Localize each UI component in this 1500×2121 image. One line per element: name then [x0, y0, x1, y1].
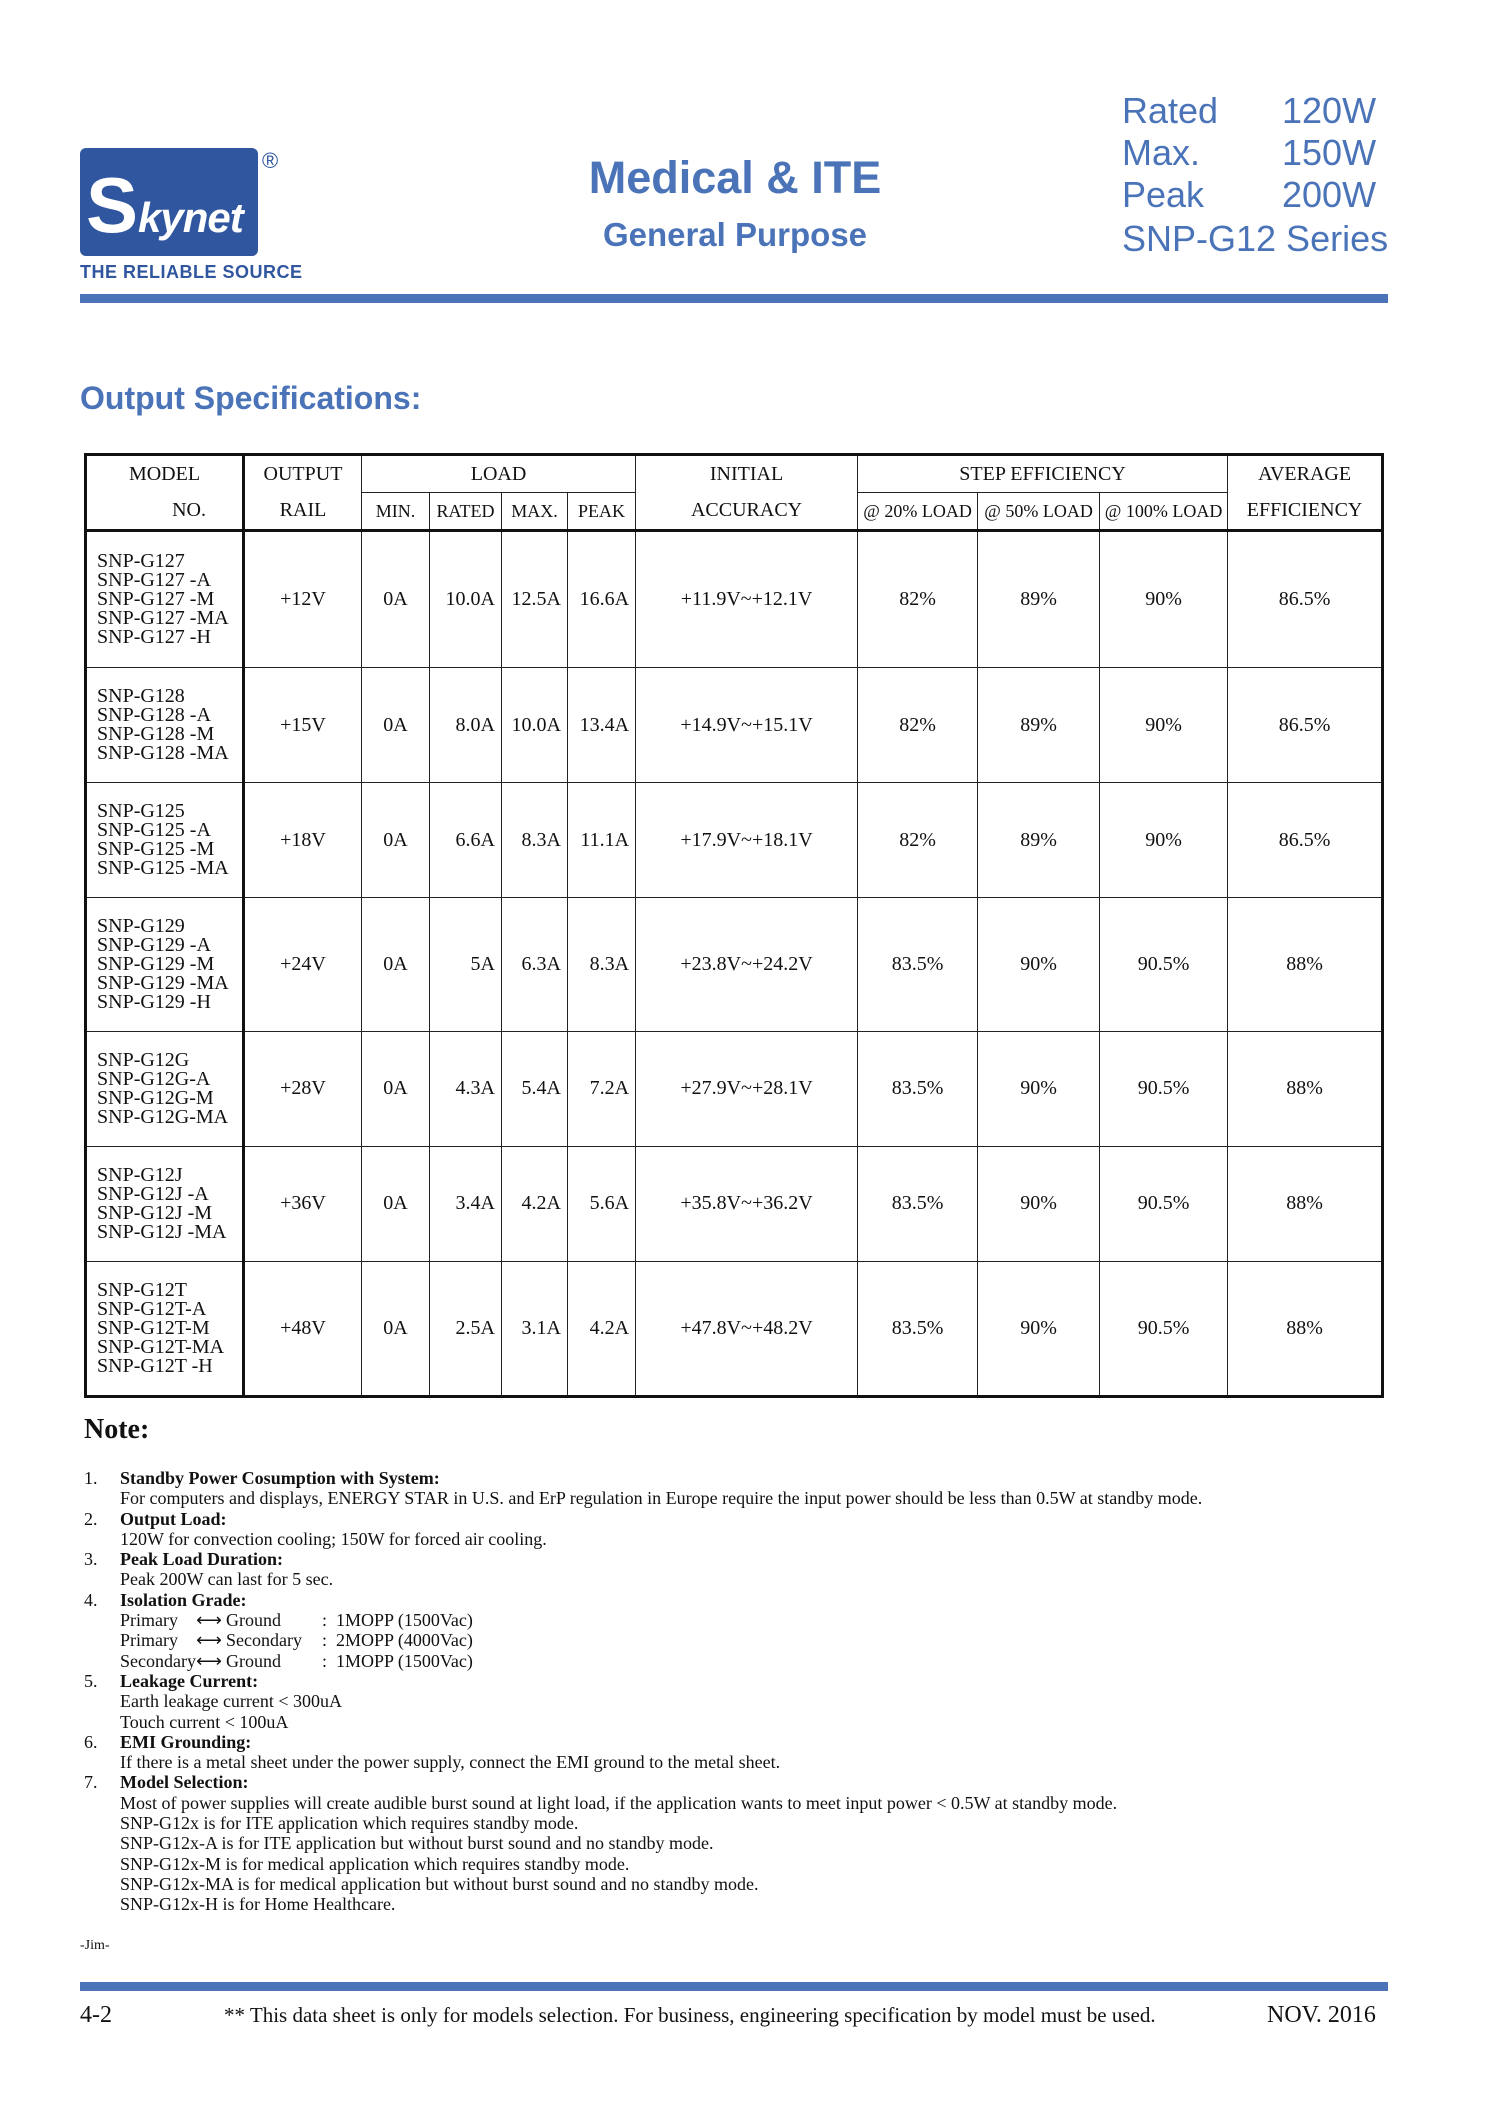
note-line: SNP-G12x-M is for medical application which requires standby mode.: [120, 1853, 630, 1874]
note-title: Note:: [84, 1414, 150, 1445]
model-number: SNP-G127 -A: [97, 569, 211, 592]
rating-label: Max.: [1122, 132, 1201, 173]
model-list: [86, 668, 244, 783]
model-number: SNP-G125 -M: [97, 838, 215, 861]
model-number: SNP-G129: [97, 915, 185, 937]
header-e50: @ 50% LOAD: [978, 493, 1100, 531]
isolation-row: [120, 1651, 1384, 1671]
isolation-a: Primary: [120, 1610, 178, 1631]
note-item: [84, 1509, 1384, 1550]
min-load-cell: 0A: [362, 668, 430, 783]
rating-rated: [1122, 90, 1422, 132]
max-load-cell: 4.2A: [502, 1146, 568, 1261]
header-initial: INITIAL: [636, 455, 858, 493]
note-item: [84, 1468, 1384, 1509]
min-load-cell: 0A: [362, 1146, 430, 1261]
isolation-c: 1MOPP (1500Vac): [336, 1650, 473, 1671]
model-number: SNP-G128 -M: [97, 723, 215, 746]
model-number: SNP-G127 -MA: [97, 607, 229, 630]
header-min: MIN.: [362, 493, 430, 531]
model-number: SNP-G128 -A: [97, 704, 211, 727]
rated-load-cell: 2.5A: [430, 1261, 502, 1396]
rated-load-cell: 6.6A: [430, 783, 502, 898]
notes-list: [84, 1468, 1384, 1915]
note-number: 1.: [84, 1468, 98, 1488]
isolation-arrow: ⟷: [196, 1630, 222, 1651]
max-load-cell: 5.4A: [502, 1031, 568, 1146]
note-heading: Output Load:: [120, 1508, 227, 1529]
isolation-b: Ground: [226, 1650, 281, 1671]
peak-load-cell: 11.1A: [568, 783, 636, 898]
rating-label: Rated: [1122, 90, 1219, 131]
rating-value: 150W: [1282, 132, 1377, 173]
note-item: [84, 1671, 1384, 1732]
note-heading: Isolation Grade:: [120, 1589, 247, 1610]
rail-cell: +12V: [244, 531, 362, 668]
note-item: [84, 1549, 1384, 1590]
model-list: [86, 1031, 244, 1146]
model-number: SNP-G128 -MA: [97, 742, 229, 765]
isolation-arrow: ⟷: [196, 1610, 222, 1631]
avg-eff-cell: 88%: [1228, 1261, 1383, 1396]
note-item: [84, 1732, 1384, 1773]
note-item: [84, 1590, 1384, 1671]
model-list: [86, 783, 244, 898]
eff100-cell: 90%: [1100, 783, 1228, 898]
skynet-logo: [80, 148, 330, 284]
note-line: SNP-G12x-A is for ITE application but without burst sound and no standby mode.: [120, 1833, 714, 1854]
header-output: OUTPUT: [244, 455, 362, 493]
model-number: SNP-G128: [97, 685, 185, 708]
rating-label: Peak: [1122, 174, 1205, 215]
eff20-cell: 83.5%: [858, 898, 978, 1031]
rating-value: 200W: [1282, 174, 1377, 215]
header-max: MAX.: [502, 493, 568, 531]
table-row: [86, 898, 1383, 1031]
header-model: MODEL: [86, 455, 244, 493]
note-line: SNP-G12x is for ITE application which requires standby mode.: [120, 1813, 579, 1834]
rail-cell: +48V: [244, 1261, 362, 1396]
eff50-cell: 90%: [978, 1146, 1100, 1261]
rail-cell: +36V: [244, 1146, 362, 1261]
isolation-sep: :: [322, 1650, 328, 1671]
table-row: [86, 783, 1383, 898]
note-number: 5.: [84, 1670, 98, 1691]
note-item: [84, 1772, 1384, 1914]
avg-eff-cell: 88%: [1228, 1146, 1383, 1261]
min-load-cell: 0A: [362, 1261, 430, 1396]
rated-load-cell: 8.0A: [430, 668, 502, 783]
peak-load-cell: 5.6A: [568, 1146, 636, 1261]
min-load-cell: 0A: [362, 1031, 430, 1146]
min-load-cell: 0A: [362, 898, 430, 1031]
header-efficiency: EFFICIENCY: [1228, 493, 1383, 531]
table-row: [86, 1261, 1383, 1396]
model-number: SNP-G12T-A: [97, 1297, 207, 1320]
model-number: SNP-G129 -MA: [97, 972, 229, 994]
header-load: LOAD: [362, 455, 636, 493]
model-number: SNP-G129 -A: [97, 934, 211, 956]
header-e100: @ 100% LOAD: [1100, 493, 1228, 531]
header-rated: RATED: [430, 493, 502, 531]
model-number: SNP-G12J -A: [97, 1182, 209, 1205]
header-model-no: NO.: [86, 493, 244, 531]
section-title: Output Specifications:: [80, 380, 422, 416]
accuracy-cell: +27.9V~+28.1V: [636, 1031, 858, 1146]
model-number: SNP-G12T -H: [97, 1354, 213, 1377]
peak-load-cell: 4.2A: [568, 1261, 636, 1396]
accuracy-cell: +14.9V~+15.1V: [636, 668, 858, 783]
model-number: SNP-G12G-A: [97, 1067, 211, 1090]
model-number: SNP-G12G: [97, 1048, 190, 1071]
note-line: SNP-G12x-H is for Home Healthcare.: [120, 1894, 396, 1915]
model-number: SNP-G12T-MA: [97, 1335, 225, 1358]
note-number: 4.: [84, 1589, 98, 1610]
peak-load-cell: 16.6A: [568, 531, 636, 668]
model-list: [86, 1146, 244, 1261]
note-line: If there is a metal sheet under the power supply, connect the EMI ground to the metal sheet.: [120, 1752, 781, 1773]
eff20-cell: 82%: [858, 783, 978, 898]
note-line: Most of power supplies will create audible burst sound at light load, if the application wants to meet input power < 0.5W at standby mode.: [120, 1792, 1118, 1813]
eff100-cell: 90.5%: [1100, 898, 1228, 1031]
avg-eff-cell: 86.5%: [1228, 783, 1383, 898]
note-number: 6.: [84, 1731, 98, 1752]
model-number: SNP-G12J -MA: [97, 1220, 227, 1243]
header-divider: [80, 294, 1388, 303]
eff100-cell: 90.5%: [1100, 1146, 1228, 1261]
signature: -Jim-: [80, 1938, 110, 1953]
peak-load-cell: 7.2A: [568, 1031, 636, 1146]
eff20-cell: 82%: [858, 531, 978, 668]
note-line: SNP-G12x-MA is for medical application but without burst sound and no standby mode.: [120, 1873, 759, 1894]
eff20-cell: 83.5%: [858, 1146, 978, 1261]
model-number: SNP-G129 -H: [97, 991, 211, 1013]
logo-tagline: THE RELIABLE SOURCE: [80, 262, 303, 282]
model-number: SNP-G12T-M: [97, 1316, 210, 1339]
isolation-c: 1MOPP (1500Vac): [336, 1610, 473, 1631]
note-line: Touch current < 100uA: [120, 1711, 289, 1732]
rated-load-cell: 10.0A: [430, 531, 502, 668]
rating-value: 120W: [1282, 90, 1377, 131]
avg-eff-cell: 88%: [1228, 1031, 1383, 1146]
eff20-cell: 83.5%: [858, 1261, 978, 1396]
rail-cell: +18V: [244, 783, 362, 898]
isolation-sep: :: [322, 1630, 328, 1651]
max-load-cell: 10.0A: [502, 668, 568, 783]
header-step-efficiency: STEP EFFICIENCY: [858, 455, 1228, 493]
page-title: Medical & ITE: [588, 152, 882, 203]
series-name: SNP-G12 Series: [1122, 218, 1389, 259]
eff100-cell: 90.5%: [1100, 1261, 1228, 1396]
eff50-cell: 89%: [978, 668, 1100, 783]
logo-initial: S: [86, 161, 139, 249]
model-number: SNP-G12T: [97, 1278, 188, 1301]
peak-load-cell: 13.4A: [568, 668, 636, 783]
avg-eff-cell: 86.5%: [1228, 668, 1383, 783]
eff100-cell: 90.5%: [1100, 1031, 1228, 1146]
note-number: 3.: [84, 1549, 98, 1570]
note-heading: Peak Load Duration:: [120, 1549, 284, 1570]
accuracy-cell: +17.9V~+18.1V: [636, 783, 858, 898]
power-ratings: [1122, 90, 1422, 216]
isolation-b: Secondary: [226, 1630, 302, 1651]
isolation-a: Primary: [120, 1630, 178, 1651]
note-heading: Model Selection:: [120, 1772, 249, 1793]
rated-load-cell: 3.4A: [430, 1146, 502, 1261]
eff50-cell: 90%: [978, 1031, 1100, 1146]
footer-note: ** This data sheet is only for models selection. For business, engineering specification by model must be used.: [224, 2003, 1156, 2027]
footer-divider: [80, 1982, 1388, 1991]
header-rail: RAIL: [244, 493, 362, 531]
model-number: SNP-G127 -M: [97, 588, 215, 611]
accuracy-cell: +35.8V~+36.2V: [636, 1146, 858, 1261]
eff50-cell: 89%: [978, 531, 1100, 668]
header-peak: PEAK: [568, 493, 636, 531]
eff50-cell: 89%: [978, 783, 1100, 898]
accuracy-cell: +11.9V~+12.1V: [636, 531, 858, 668]
note-heading: Leakage Current:: [120, 1670, 259, 1691]
model-number: SNP-G127: [97, 550, 185, 573]
eff50-cell: 90%: [978, 898, 1100, 1031]
model-number: SNP-G12G-MA: [97, 1105, 229, 1128]
rating-max: [1122, 132, 1422, 174]
max-load-cell: 12.5A: [502, 531, 568, 668]
page-subtitle: General Purpose: [602, 216, 868, 253]
note-number: 2.: [84, 1508, 98, 1529]
accuracy-cell: +47.8V~+48.2V: [636, 1261, 858, 1396]
max-load-cell: 3.1A: [502, 1261, 568, 1396]
min-load-cell: 0A: [362, 783, 430, 898]
eff100-cell: 90%: [1100, 531, 1228, 668]
note-heading: Standby Power Cosumption with System:: [120, 1468, 440, 1488]
isolation-arrow: ⟷: [196, 1650, 222, 1671]
model-number: SNP-G125: [97, 800, 185, 823]
header-accuracy: ACCURACY: [636, 493, 858, 531]
model-number: SNP-G125 -MA: [97, 857, 229, 880]
model-number: SNP-G12J -M: [97, 1201, 213, 1224]
avg-eff-cell: 88%: [1228, 898, 1383, 1031]
output-spec-table: [84, 453, 1384, 1398]
model-number: SNP-G127 -H: [97, 626, 211, 649]
note-line: For computers and displays, ENERGY STAR in U.S. and ErP regulation in Europe require the input power should be less than 0.5W at standby mode.: [120, 1488, 1203, 1509]
max-load-cell: 8.3A: [502, 783, 568, 898]
model-number: SNP-G12J: [97, 1163, 183, 1186]
note-line: Peak 200W can last for 5 sec.: [120, 1569, 334, 1590]
page-number: 4-2: [80, 2002, 112, 2028]
note-number: 7.: [84, 1772, 98, 1793]
registered-mark: ®: [262, 148, 279, 173]
peak-load-cell: 8.3A: [568, 898, 636, 1031]
eff20-cell: 82%: [858, 668, 978, 783]
logo-wordmark: kynet: [138, 194, 243, 241]
table-row: [86, 531, 1383, 668]
model-list: [86, 898, 244, 1031]
rating-peak: [1122, 174, 1422, 216]
header-average: AVERAGE: [1228, 455, 1383, 493]
accuracy-cell: +23.8V~+24.2V: [636, 898, 858, 1031]
rated-load-cell: 4.3A: [430, 1031, 502, 1146]
header-e20: @ 20% LOAD: [858, 493, 978, 531]
model-number: SNP-G125 -A: [97, 819, 211, 842]
rail-cell: +28V: [244, 1031, 362, 1146]
table-row: [86, 1146, 1383, 1261]
rail-cell: +24V: [244, 898, 362, 1031]
isolation-sep: :: [322, 1610, 328, 1631]
model-number: SNP-G12G-M: [97, 1086, 214, 1109]
model-list: [86, 1261, 244, 1396]
note-heading: EMI Grounding:: [120, 1731, 252, 1752]
note-line: Earth leakage current < 300uA: [120, 1691, 343, 1712]
isolation-c: 2MOPP (4000Vac): [336, 1630, 473, 1651]
min-load-cell: 0A: [362, 531, 430, 668]
isolation-b: Ground: [226, 1610, 281, 1631]
rail-cell: +15V: [244, 668, 362, 783]
eff100-cell: 90%: [1100, 668, 1228, 783]
model-list: [86, 531, 244, 668]
table-row: [86, 1031, 1383, 1146]
rated-load-cell: 5A: [430, 898, 502, 1031]
note-line: 120W for convection cooling; 150W for forced air cooling.: [120, 1528, 547, 1549]
table-row: [86, 668, 1383, 783]
footer-date: NOV. 2016: [1267, 2002, 1376, 2028]
eff50-cell: 90%: [978, 1261, 1100, 1396]
avg-eff-cell: 86.5%: [1228, 531, 1383, 668]
model-number: SNP-G129 -M: [97, 953, 215, 975]
eff20-cell: 83.5%: [858, 1031, 978, 1146]
isolation-row: [120, 1630, 1384, 1650]
max-load-cell: 6.3A: [502, 898, 568, 1031]
isolation-row: [120, 1610, 1384, 1630]
isolation-a: Secondary: [120, 1650, 196, 1671]
